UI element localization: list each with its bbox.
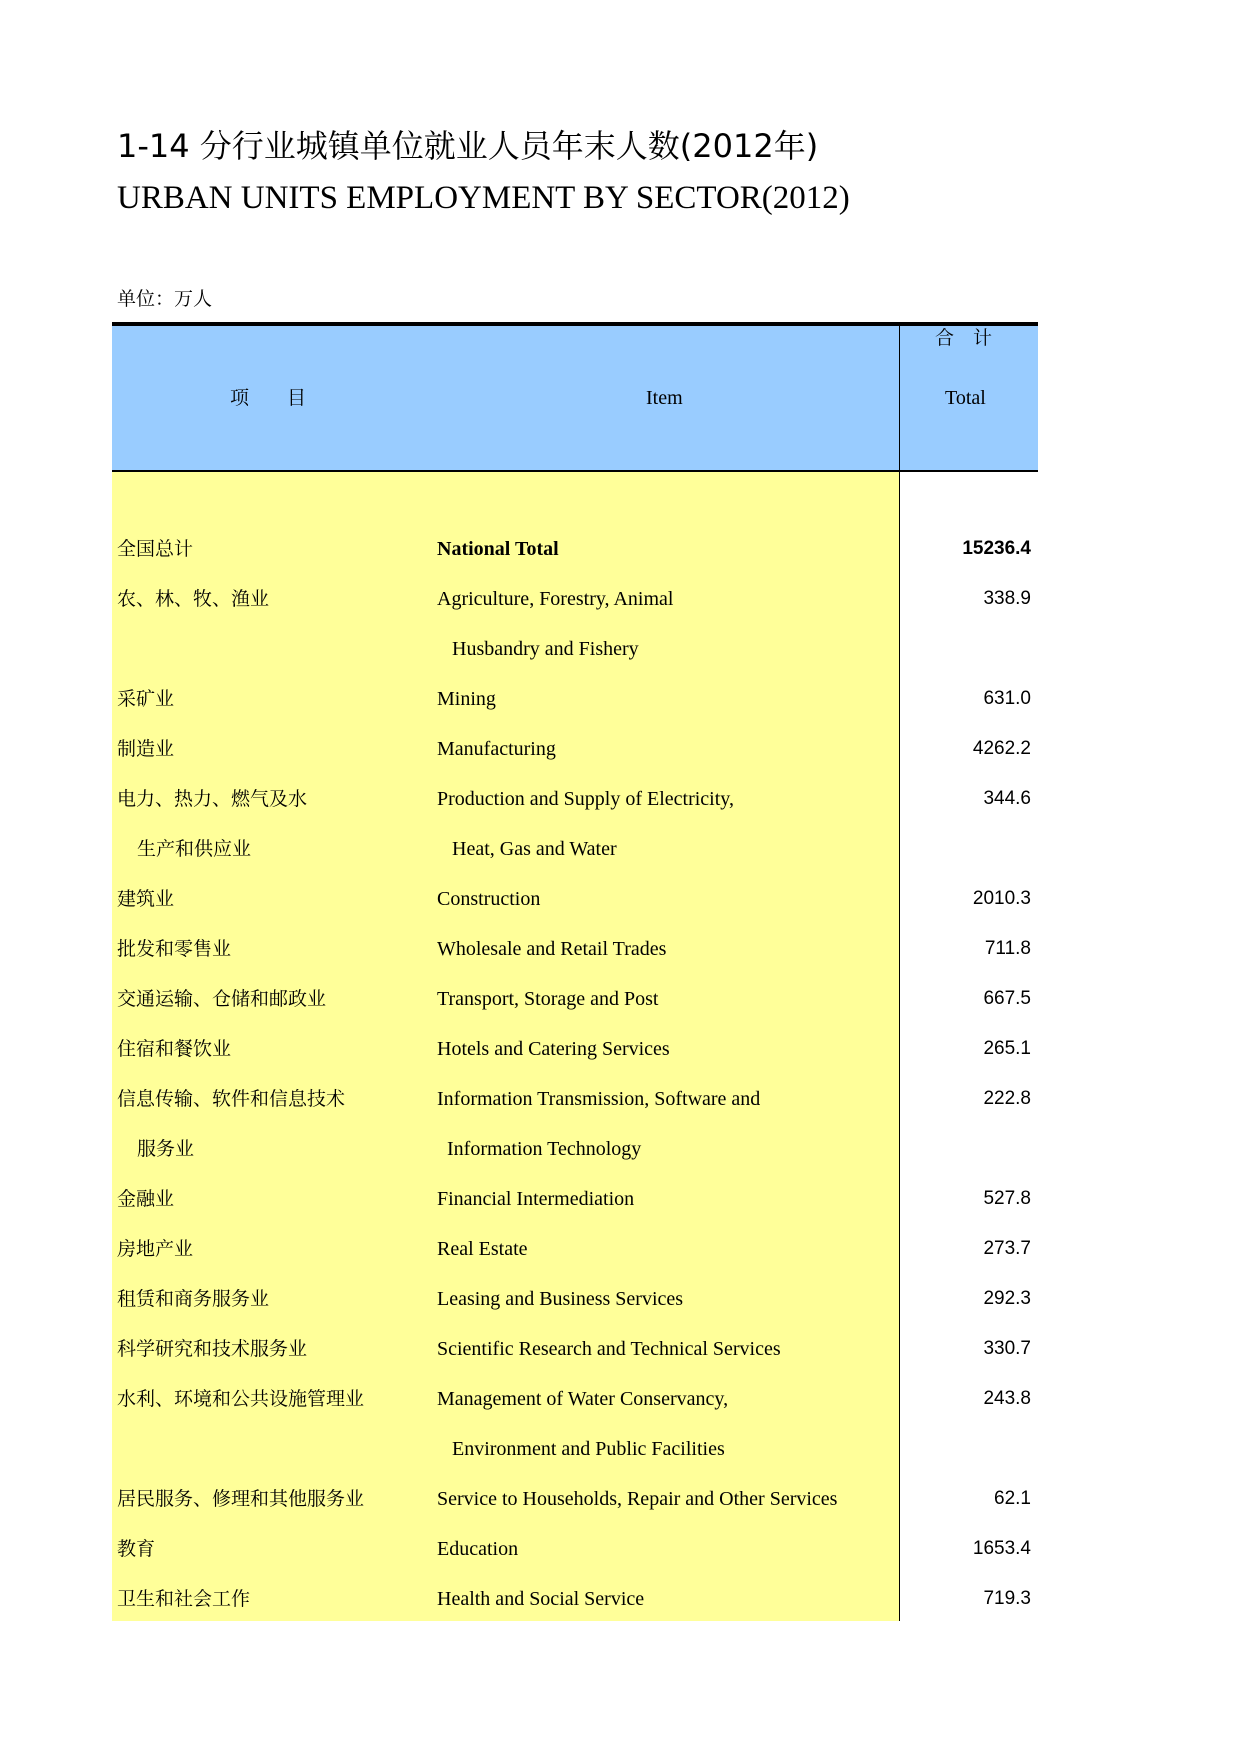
row-label-chinese: 金融业	[117, 1188, 175, 1210]
row-label-chinese: 农、林、牧、渔业	[117, 588, 270, 610]
table-row	[0, 824, 1240, 874]
row-value: 222.8	[983, 1088, 1031, 1109]
unit-label: 单位：万人	[117, 288, 213, 310]
row-value: 330.7	[983, 1338, 1031, 1359]
table-row	[0, 524, 1240, 574]
row-value: 4262.2	[972, 738, 1031, 759]
row-label-chinese: 教育	[117, 1538, 156, 1560]
row-label-english: Wholesale and Retail Trades	[437, 938, 667, 960]
row-label-english: Construction	[437, 888, 541, 910]
row-label-chinese: 房地产业	[117, 1238, 194, 1260]
row-label-english: Education	[437, 1538, 519, 1560]
row-value: 292.3	[983, 1288, 1031, 1309]
row-label-english: Financial Intermediation	[437, 1188, 635, 1210]
row-label-chinese: 建筑业	[117, 888, 175, 910]
row-label-english: Information Technology	[447, 1138, 642, 1160]
page-title-chinese: 1-14 分行业城镇单位就业人员年末人数(2012年)	[117, 127, 819, 165]
row-label-chinese: 居民服务、修理和其他服务业	[117, 1488, 365, 1510]
table-row	[0, 1124, 1240, 1174]
row-label-chinese: 批发和零售业	[117, 938, 232, 960]
table-row	[0, 724, 1240, 774]
row-label-english: Mining	[437, 688, 496, 710]
row-label-english: Transport, Storage and Post	[437, 988, 659, 1010]
table-row	[0, 1224, 1240, 1274]
page-title-english: URBAN UNITS EMPLOYMENT BY SECTOR(2012)	[117, 180, 850, 216]
row-label-english: Environment and Public Facilities	[452, 1438, 725, 1460]
row-value: 338.9	[983, 588, 1031, 609]
row-label-chinese: 制造业	[117, 738, 175, 760]
row-value: 719.3	[983, 1588, 1031, 1609]
table-row	[0, 624, 1240, 674]
row-value: 711.8	[984, 938, 1031, 959]
table-row	[0, 1174, 1240, 1224]
table-row	[0, 874, 1240, 924]
table-row	[0, 574, 1240, 624]
table-row	[0, 1274, 1240, 1324]
row-label-english: Management of Water Conservancy,	[437, 1388, 729, 1410]
table-row	[0, 1324, 1240, 1374]
row-label-english: Manufacturing	[437, 738, 556, 760]
row-label-english: Production and Supply of Electricity,	[437, 788, 734, 810]
table-row	[0, 1574, 1240, 1624]
row-label-chinese: 水利、环境和公共设施管理业	[117, 1388, 365, 1410]
table-row	[0, 1024, 1240, 1074]
row-value: 15236.4	[962, 538, 1031, 559]
row-value: 265.1	[983, 1038, 1031, 1059]
row-label-english: Husbandry and Fishery	[452, 638, 639, 660]
header-total-english: Total	[945, 387, 986, 409]
row-label-english: Real Estate	[437, 1238, 528, 1260]
table-row	[0, 774, 1240, 824]
row-value: 667.5	[983, 988, 1031, 1009]
row-label-english: Health and Social Service	[437, 1588, 645, 1610]
row-label-chinese: 交通运输、仓储和邮政业	[117, 988, 327, 1010]
table-row	[0, 1474, 1240, 1524]
row-label-chinese: 生产和供应业	[137, 838, 252, 860]
table-row	[0, 974, 1240, 1024]
header-item-chinese: 项 目	[230, 387, 307, 409]
row-label-chinese: 信息传输、软件和信息技术	[117, 1088, 346, 1110]
row-label-chinese: 全国总计	[117, 538, 194, 560]
row-label-english: Information Transmission, Software and	[437, 1088, 761, 1110]
table-row	[0, 1424, 1240, 1474]
row-label-chinese: 科学研究和技术服务业	[117, 1338, 308, 1360]
row-label-chinese: 住宿和餐饮业	[117, 1038, 232, 1060]
table-row	[0, 924, 1240, 974]
row-label-chinese: 采矿业	[117, 688, 175, 710]
row-value: 344.6	[983, 788, 1031, 809]
table-row	[0, 1074, 1240, 1124]
row-label-english: National Total	[437, 538, 559, 560]
row-value: 273.7	[983, 1238, 1031, 1259]
table-row	[0, 674, 1240, 724]
table-row	[0, 1524, 1240, 1574]
header-item-english: Item	[646, 387, 683, 409]
row-label-chinese: 卫生和社会工作	[117, 1588, 251, 1610]
table-row	[0, 1374, 1240, 1424]
row-value: 62.1	[994, 1488, 1031, 1509]
row-label-english: Leasing and Business Services	[437, 1288, 684, 1310]
row-value: 1653.4	[972, 1538, 1031, 1559]
row-label-english: Service to Households, Repair and Other Services	[437, 1488, 838, 1510]
header-total-chinese: 合 计	[935, 327, 993, 349]
row-label-english: Heat, Gas and Water	[452, 838, 617, 860]
row-label-chinese: 租赁和商务服务业	[117, 1288, 270, 1310]
row-value: 243.8	[983, 1388, 1031, 1409]
row-label-chinese: 服务业	[137, 1138, 195, 1160]
row-label-chinese: 电力、热力、燃气及水	[117, 788, 308, 810]
row-label-english: Agriculture, Forestry, Animal	[437, 588, 674, 610]
row-value: 527.8	[983, 1188, 1031, 1209]
row-value: 631.0	[983, 688, 1031, 709]
row-label-english: Hotels and Catering Services	[437, 1038, 670, 1060]
row-value: 2010.3	[972, 888, 1031, 909]
row-label-english: Scientific Research and Technical Services	[437, 1338, 781, 1360]
